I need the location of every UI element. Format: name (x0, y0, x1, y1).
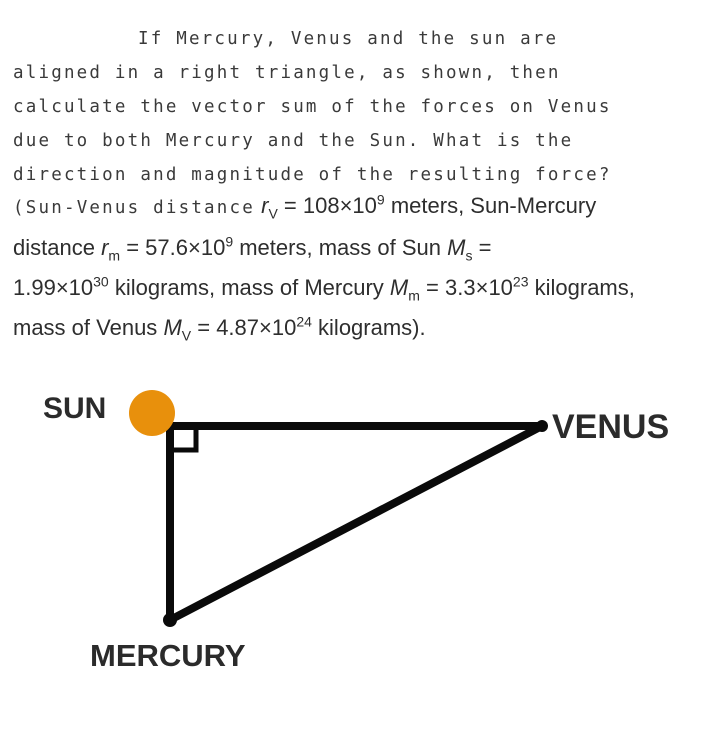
mm-symbol: M (389, 275, 409, 300)
rm-exponent: 9 (225, 233, 234, 250)
mercury-dot (163, 613, 177, 627)
mm-exponent: 23 (512, 273, 529, 290)
givens-line-3 (13, 268, 713, 308)
venus-label: VENUS (552, 408, 670, 446)
givens-line-4 (13, 308, 713, 348)
ms-subscript: s (465, 247, 473, 264)
rv-value: = 108×10 (283, 193, 377, 218)
problem-line-2: aligned in a right triangle, as shown, then (13, 63, 561, 83)
problem-line-5: direction and magnitude of the resulting force? (13, 165, 612, 185)
problem-line-1: If Mercury, Venus and the sun are (138, 29, 559, 49)
mv-exponent: 24 (296, 313, 312, 330)
problem-statement (13, 22, 713, 348)
rm-subscript: m (108, 247, 121, 264)
givens-line-1 (13, 186, 713, 228)
ms-symbol: M (447, 235, 466, 260)
ms-text: meters, mass of Sun (239, 235, 441, 260)
right-angle-marker (174, 430, 196, 450)
mercury-venus-side (170, 426, 542, 620)
mv-subscript: V (181, 327, 192, 344)
rv-symbol: r (261, 193, 269, 218)
mv-value: = 4.87×10 (197, 315, 297, 340)
mv-text: mass of Venus (13, 315, 158, 340)
ms-exponent: 30 (93, 273, 109, 290)
mv-tail: kilograms). (318, 315, 426, 340)
venus-dot (536, 420, 548, 432)
mm-subscript: m (408, 287, 420, 304)
sun-mercury-label: distance (13, 235, 95, 260)
open-paren: ( (13, 198, 26, 218)
mercury-label: MERCURY (90, 638, 246, 673)
mm-value: = 3.3×10 (426, 275, 513, 300)
mv-symbol: M (163, 315, 182, 340)
sun-label: SUN (43, 392, 107, 425)
mm-tail: kilograms, (534, 275, 635, 300)
ms-value: 1.99×10 (13, 275, 94, 300)
rm-symbol: r (101, 235, 109, 260)
problem-line-4: due to both Mercury and the Sun. What is the (13, 131, 574, 151)
rv-subscript: V (268, 205, 278, 222)
rv-tail: meters, Sun-Mercury (390, 193, 597, 218)
givens-line-2 (13, 228, 713, 268)
ms-equals: = (478, 235, 492, 260)
sun-circle (129, 390, 175, 436)
problem-line-3: calculate the vector sum of the forces on Venus (13, 97, 612, 117)
mm-text: kilograms, mass of Mercury (114, 275, 384, 300)
rv-exponent: 9 (376, 191, 385, 208)
triangle-diagram (0, 370, 719, 710)
sun-venus-label: Sun-Venus distance (25, 198, 255, 218)
rm-value: = 57.6×10 (126, 235, 226, 260)
